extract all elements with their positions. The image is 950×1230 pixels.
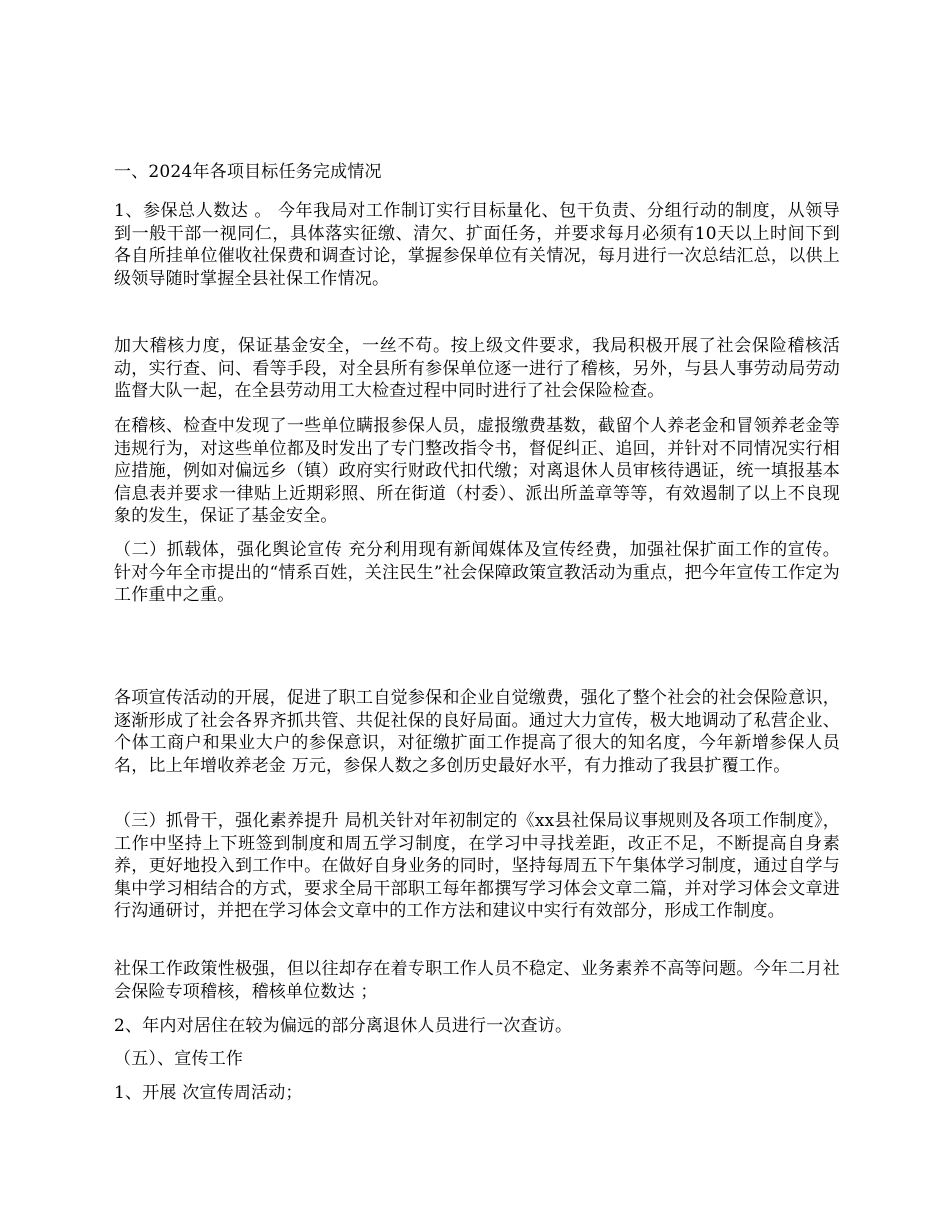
paragraph: 1、开展 次宣传周活动； xyxy=(114,1083,303,1103)
paragraph: 2、年内对居住在较为偏远的部分离退休人员进行一次查访。 xyxy=(114,1016,573,1036)
paragraph: 1、参保总人数达 。 今年我局对工作制订实行目标量化、包干负责、分组行动的制度，从领导到一般干部一视同仁，具体落实征缴、清欠、扩面任务，并要求每月必须有10天以上时间下到各自所挂单位催收社保费和调查讨论，掌握参保单位有关情况，每月进行一次总结汇总，以供上级领导随时掌握全县社保工作情况。 xyxy=(114,201,840,289)
paragraph: 加大稽核力度，保证基金安全，一丝不苟。按上级文件要求，我局积极开展了社会保险稽核活动，实行查、问、看等手段，对全县所有参保单位逐一进行了稽核，另外，与县人事劳动局劳动监督大队一起，在全县劳动用工大检查过程中同时进行了社会保险检查。 xyxy=(114,336,840,401)
section-heading: 一、2024年各项目标任务完成情况 xyxy=(114,162,382,182)
paragraph: 各项宣传活动的开展，促进了职工自觉参保和企业自觉缴费，强化了整个社会的社会保险意识，逐渐形成了社会各界齐抓共管、共促社保的良好局面。通过大力宣传，极大地调动了私营企业、个体工商户和果业大户的参保意识，对征缴扩面工作提高了很大的知名度，今年新增参保人员 名，比上年增收养老金 万元，参保人数之多创历史最好水平，有力推动了我县扩覆工作。 xyxy=(114,688,840,776)
paragraph: （二）抓载体，强化舆论宣传 充分利用现有新闻媒体及宣传经费，加强社保扩面工作的宣传。针对今年全市提出的“情系百姓，关注民生”社会保障政策宣教活动为重点，把今年宣传工作定为工作重中之重。 xyxy=(114,540,840,605)
section-heading: （五）、宣传工作 xyxy=(114,1049,244,1069)
paragraph: 社保工作政策性极强，但以往却存在着专职工作人员不稳定、业务素养不高等问题。今年二月社会保险专项稽核，稽核单位数达 ； xyxy=(114,959,840,1002)
paragraph: 在稽核、检查中发现了一些单位瞒报参保人员，虚报缴费基数，截留个人养老金和冒领养老金等违规行为，对这些单位都及时发出了专门整改指令书，督促纠正、追回，并针对不同情况实行相应措施，例如对偏远乡（镇）政府实行财政代扣代缴；对离退休人员审核待遇证，统一填报基本信息表并要求一律贴上近期彩照、所在街道（村委）、派出所盖章等等，有效遏制了以上不良现象的发生，保证了基金安全。 xyxy=(114,416,840,526)
paragraph: （三）抓骨干，强化素养提升 局机关针对年初制定的《xx县社保局议事规则及各项工作制度》，工作中坚持上下班签到制度和周五学习制度，在学习中寻找差距，改正不足，不断提高自身素养，更好地投入到工作中。在做好自身业务的同时，坚持每周五下午集体学习制度，通过自学与集中学习相结合的方式，要求全局干部职工每年都撰写学习体会文章二篇，并对学习体会文章进行沟通研讨，并把在学习体会文章中的工作方法和建议中实行有效部分，形成工作制度。 xyxy=(114,811,840,921)
